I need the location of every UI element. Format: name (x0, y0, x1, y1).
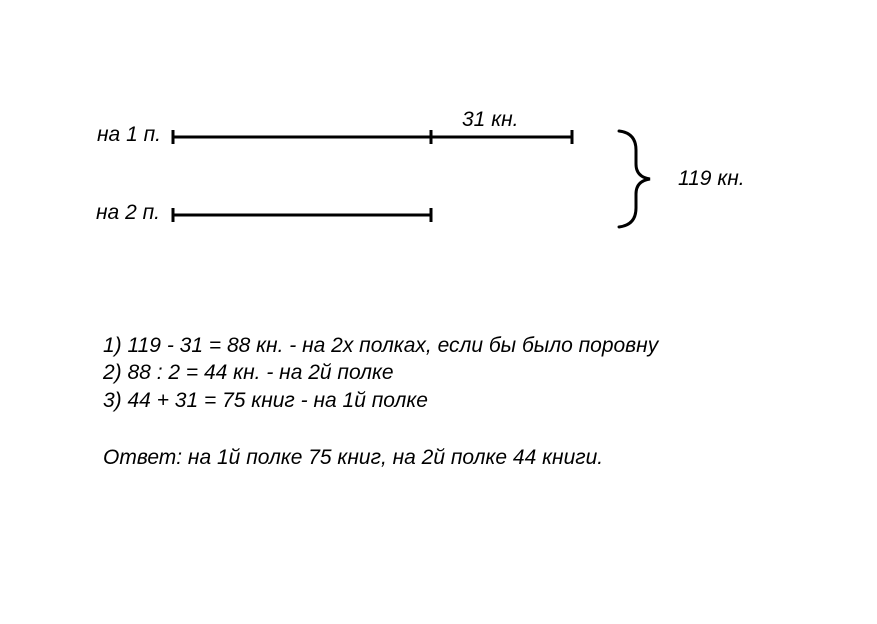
total-label: 119 кн. (678, 167, 745, 190)
shelf2-segment (173, 208, 431, 222)
solution-step-1: 1) 119 - 31 = 88 кн. - на 2х полках, если бы было поровну (103, 334, 659, 357)
shelf1-segment (173, 130, 572, 144)
difference-label: 31 кн. (462, 108, 519, 131)
answer-text: Ответ: на 1й полке 75 книг, на 2й полке 44 книги. (103, 446, 604, 469)
total-brace (619, 131, 650, 227)
solution-step-3: 3) 44 + 31 = 75 книг - на 1й полке (103, 389, 428, 412)
solution-step-2: 2) 88 : 2 = 44 кн. - на 2й полке (103, 361, 394, 384)
shelf2-label: на 2 п. (96, 201, 160, 224)
shelf1-label: на 1 п. (97, 123, 161, 146)
